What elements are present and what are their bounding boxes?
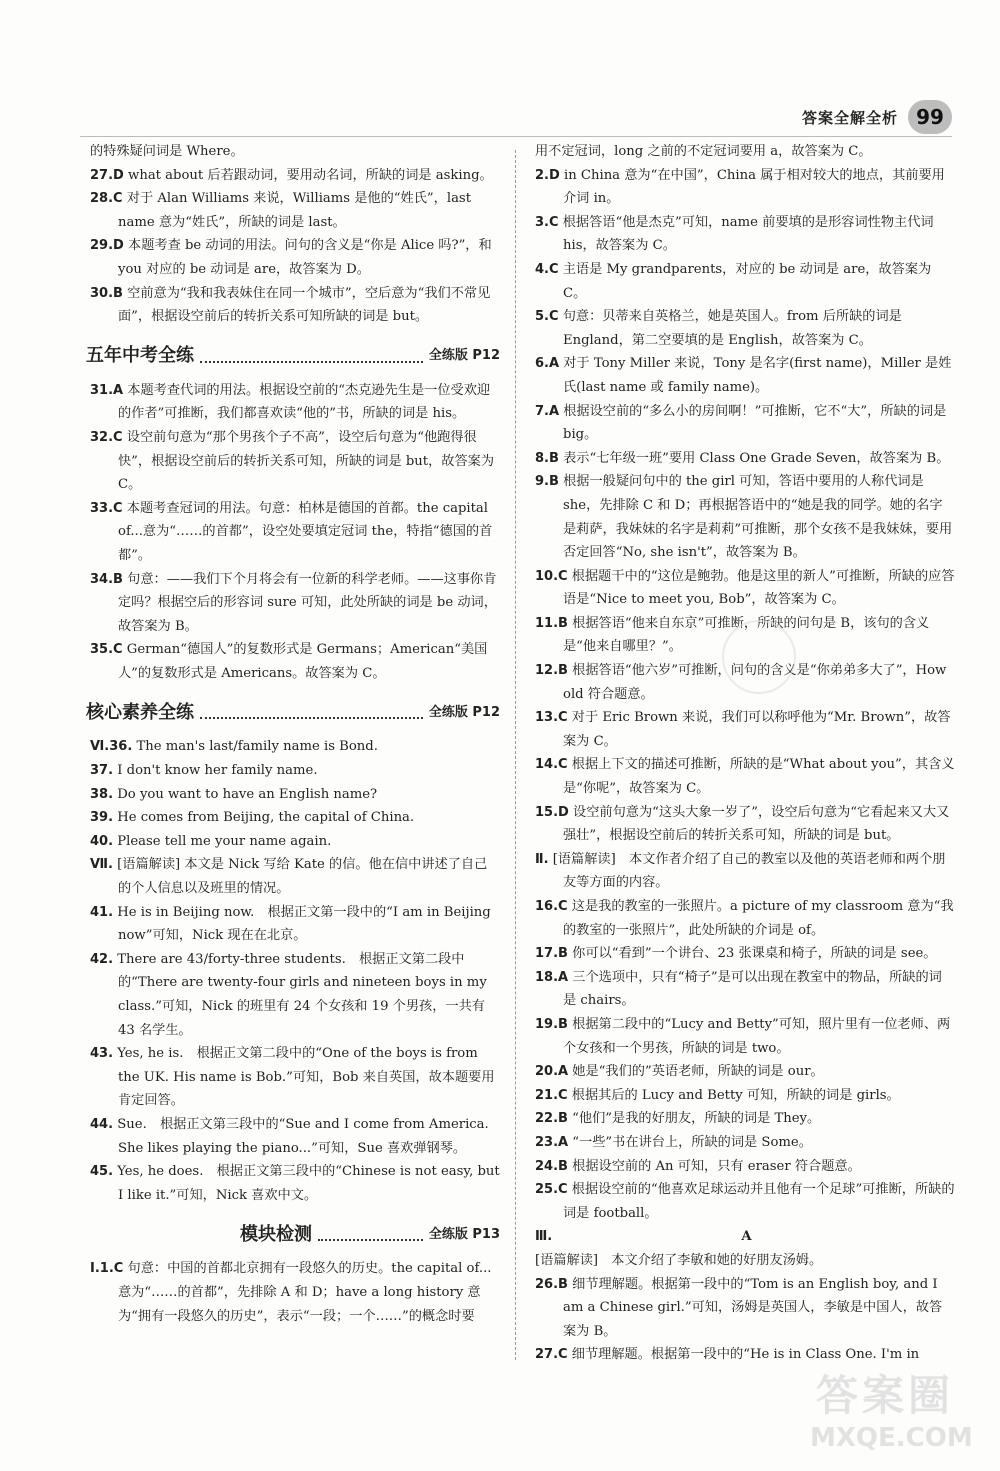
answer-item bbox=[535, 164, 955, 211]
answer-text: 你可以“看到”一个讲台、23 张课桌和椅子，所缺的词是 see。 bbox=[572, 946, 937, 962]
stamp-mark bbox=[722, 620, 796, 694]
section-ref: 全练版 P12 bbox=[428, 347, 500, 363]
answer-item bbox=[535, 211, 955, 258]
answer-item bbox=[535, 1107, 955, 1131]
section-ref: 全练版 P13 bbox=[428, 1226, 500, 1242]
answer-item bbox=[90, 379, 500, 426]
answer-number: 19.B bbox=[535, 1016, 568, 1032]
answer-text: 用不定冠词，long 之前的不定冠词要用 a，故答案为 C。 bbox=[535, 144, 872, 159]
page-number: 99 bbox=[908, 100, 952, 134]
answer-text: in China 意为“在中国”，China 属于相对较大的地点，其前要用介词 in。 bbox=[563, 167, 945, 207]
answer-item bbox=[535, 400, 955, 447]
right-column bbox=[535, 140, 955, 1367]
answer-item bbox=[535, 140, 955, 164]
answer-text: [语篇解读] 本文介绍了李敏和她的好朋友汤姆。 bbox=[535, 1252, 823, 1268]
answer-item bbox=[90, 426, 500, 497]
answer-text: “一些”书在讲台上，所缺的词是 Some。 bbox=[572, 1134, 812, 1150]
right-list-b bbox=[535, 1249, 955, 1367]
section-title: 核心素养全练 bbox=[86, 701, 194, 723]
answer-number: 38. bbox=[90, 786, 114, 802]
answer-item bbox=[535, 305, 955, 352]
answer-text: Sue. 根据正文第三段中的“Sue and I come from America. She likes playing the piano...”可知，Sue 喜欢弹钢琴。 bbox=[117, 1116, 489, 1156]
answer-number: 17.B bbox=[535, 946, 568, 962]
answer-item bbox=[535, 801, 955, 848]
answer-number: 4.C bbox=[535, 261, 559, 277]
answer-item bbox=[535, 565, 955, 612]
answer-item bbox=[90, 1042, 500, 1113]
answer-text: 根据答语“他是杰克”可知，name 前要填的是形容词性物主代词 his，故答案为 C。 bbox=[562, 214, 934, 254]
answer-item bbox=[535, 352, 955, 399]
answer-item bbox=[90, 806, 500, 830]
answer-item bbox=[535, 1155, 955, 1179]
section-title: 五年中考全练 bbox=[86, 344, 194, 366]
passage-letter: A bbox=[741, 1229, 752, 1245]
answer-text: 细节理解题。根据第一段中的“Tom is an English boy, and I am a Chinese girl.”可知，汤姆是英国人，李敏是中国人，故答案为 B。 bbox=[563, 1276, 943, 1339]
sec1-list bbox=[90, 379, 500, 686]
answer-text: He comes from Beijing, the capital of China. bbox=[117, 810, 415, 826]
answer-item bbox=[535, 470, 955, 564]
answer-item bbox=[90, 1160, 500, 1207]
answer-text: 的特殊疑问词是 Where。 bbox=[90, 144, 244, 159]
answer-text: Yes, he is. 根据正文第二段中的“One of the boys is from the UK. His name is Bob.”可知，Bob 来自英国，故本题要用肯定回答。 bbox=[117, 1046, 495, 1109]
answer-number: 26.B bbox=[535, 1276, 568, 1292]
answer-number: 37. bbox=[90, 763, 114, 779]
answer-text: 根据设空前的“他喜欢足球运动并且他有一个足球”可推断，所缺的词是 football。 bbox=[563, 1182, 955, 1221]
answer-text: 三个选项中，只有“椅子”是可以出现在教室中的物品，所缺的词是 chairs。 bbox=[563, 969, 942, 1009]
answer-text: Yes, he does. 根据正文第三段中的“Chinese is not easy, but I like it.”可知，Nick 喜欢中文。 bbox=[117, 1164, 500, 1203]
answer-text: [语篇解读] 本文作者介绍了自己的教室以及他的英语老师和两个朋友等方面的内容。 bbox=[552, 851, 946, 891]
answer-item bbox=[90, 497, 500, 568]
answer-item bbox=[90, 783, 500, 807]
intro-list bbox=[90, 140, 500, 329]
answer-text: 她是“我们的”英语老师，所缺的词是 our。 bbox=[572, 1064, 824, 1080]
answer-item bbox=[535, 1013, 955, 1060]
answer-number: Ⅵ.36. bbox=[90, 739, 133, 755]
answer-item bbox=[90, 187, 500, 234]
answer-number: 43. bbox=[90, 1046, 114, 1062]
answer-number: 32.C bbox=[90, 429, 123, 445]
answer-text: “他们”是我的好朋友，所缺的词是 They。 bbox=[572, 1111, 821, 1127]
watermark-logo-text: 答案圈 bbox=[815, 1371, 954, 1420]
answer-number: 40. bbox=[90, 833, 114, 849]
answer-number: 6.A bbox=[535, 356, 560, 372]
answer-number: 10.C bbox=[535, 568, 568, 584]
answer-text: 句意：——我们下个月将会有一位新的科学老师。——这事你肯定吗？根据空后的形容词 sure 可知，此处所缺的词是 be 动词，故答案为 B。 bbox=[118, 571, 497, 634]
answer-text: He is in Beijing now. 根据正文第一段中的“I am in Beijing now”可知，Nick 现在在北京。 bbox=[117, 904, 491, 944]
answer-text: 对于 Alan Williams 来说，Williams 是他的“姓氏”，last name 意为“姓氏”，所缺的词是 last。 bbox=[118, 191, 471, 230]
answer-number: 24.B bbox=[535, 1158, 568, 1174]
answer-item bbox=[90, 735, 500, 759]
answer-number: Ⅱ. bbox=[535, 851, 549, 867]
answer-number: 23.A bbox=[535, 1134, 569, 1150]
answer-text: 本题考查冠词的用法。句意：柏林是德国的首都。the capital of...意为“……的首都”，设空处要填定冠词 the，特指“德国的首都”。 bbox=[118, 500, 493, 563]
answer-number: 44. bbox=[90, 1116, 114, 1132]
answer-text: 表示“七年级一班”要用 Class One Grade Seven，故答案为 B。 bbox=[563, 450, 950, 466]
answer-item bbox=[535, 258, 955, 305]
answer-number: 7.A bbox=[535, 403, 560, 419]
answer-text: Please tell me your name again. bbox=[117, 833, 332, 849]
answer-item bbox=[535, 1131, 955, 1155]
answer-number: 8.B bbox=[535, 450, 559, 466]
left-column bbox=[86, 140, 500, 1328]
answer-item bbox=[90, 759, 500, 783]
answer-item bbox=[535, 895, 955, 942]
answer-number: 11.B bbox=[535, 615, 568, 631]
answer-text: 对于 Tony Miller 来说，Tony 是名字(first name)，Miller 是姓氏(last name 或 family name)。 bbox=[563, 356, 952, 395]
header-rule bbox=[80, 136, 952, 137]
site-watermark bbox=[810, 1363, 973, 1453]
answer-text: German“德国人”的复数形式是 Germans；American“美国人”的复数形式是 Americans。故答案为 C。 bbox=[118, 642, 488, 681]
answer-text: 根据设空前的 An 可知，只有 eraser 符合题意。 bbox=[572, 1158, 861, 1174]
answer-item bbox=[535, 753, 955, 800]
answer-item bbox=[90, 164, 500, 188]
page-header bbox=[802, 100, 952, 134]
answer-number: 20.A bbox=[535, 1064, 569, 1080]
answer-item bbox=[535, 942, 955, 966]
answer-item bbox=[535, 848, 955, 895]
answer-number: Ⅶ. bbox=[90, 857, 113, 873]
part-number: Ⅲ. bbox=[535, 1229, 553, 1245]
answer-text: There are 43/forty-three students. 根据正文第二段中的“There are twenty-four girls and nineteen boys in my class.”可知，Nick 的班里有 24 个女孩和 19 个男孩，一共有 43 名学生。 bbox=[117, 951, 487, 1038]
answer-item bbox=[90, 853, 500, 900]
answer-text: 空前意为“我和我表妹住在同一个城市”，空后意为“我们不常见面”，根据设空前后的转折关系可知所缺的词是 but。 bbox=[118, 285, 491, 325]
answer-number: 33.C bbox=[90, 500, 123, 516]
answer-number: 35.C bbox=[90, 642, 123, 658]
answer-number: 5.C bbox=[535, 309, 559, 325]
answer-text: 设空前句意为“那个男孩个子不高”，设空后句意为“他跑得很快”，根据设空前后的转折关系可知，所缺的词是 but，故答案为 C。 bbox=[118, 429, 495, 493]
answer-item bbox=[535, 1273, 955, 1344]
answer-item bbox=[535, 447, 955, 471]
answer-text: I don't know her family name. bbox=[117, 763, 318, 779]
answer-text: 主语是 My grandparents，对应的 be 动词是 are，故答案为 C。 bbox=[562, 261, 932, 301]
answer-number: 30.B bbox=[90, 285, 123, 301]
answer-number: 21.C bbox=[535, 1087, 568, 1103]
header-title: 答案全解全析 bbox=[801, 108, 898, 127]
answer-text: 根据设空前的“多么小的房间啊！”可推断，它不“大”，所缺的词是 big。 bbox=[563, 403, 947, 443]
dot-leader bbox=[200, 705, 423, 719]
section-title: 模块检测 bbox=[240, 1223, 312, 1245]
watermark-url: MXQE.COM bbox=[810, 1423, 973, 1453]
answer-item bbox=[90, 948, 500, 1042]
answer-number: 12.B bbox=[535, 663, 568, 679]
answer-number: 22.B bbox=[535, 1111, 568, 1127]
answer-text: 根据其后的 Lucy and Betty 可知，所缺的词是 girls。 bbox=[571, 1087, 900, 1103]
answer-text: what about 后若跟动词，要用动名词，所缺的词是 asking。 bbox=[128, 167, 493, 183]
answer-number: 15.D bbox=[535, 804, 569, 820]
sec2-list bbox=[90, 735, 500, 1207]
answer-number: 27.D bbox=[90, 167, 124, 183]
answer-number: 45. bbox=[90, 1164, 114, 1180]
dot-leader bbox=[318, 1227, 423, 1241]
answer-number: 3.C bbox=[535, 214, 559, 230]
section-heading-1 bbox=[86, 341, 500, 371]
sec3-list bbox=[90, 1257, 500, 1328]
answer-text: 设空前句意为“这头大象一岁了”，设空后句意为“它看起来又大又强壮”，根据设空前后的转折关系可知，所缺的词是 but。 bbox=[563, 804, 950, 844]
answer-item bbox=[90, 1257, 500, 1328]
answer-number: 34.B bbox=[90, 571, 123, 587]
section-heading-2 bbox=[86, 697, 500, 727]
answer-number: 14.C bbox=[535, 757, 568, 773]
section-ref: 全练版 P12 bbox=[428, 704, 500, 720]
answer-item bbox=[90, 234, 500, 281]
answer-number: 42. bbox=[90, 951, 114, 967]
answer-item bbox=[90, 1113, 500, 1160]
answer-number: Ⅰ.1.C bbox=[90, 1261, 124, 1277]
answer-item bbox=[90, 901, 500, 948]
answer-item bbox=[535, 966, 955, 1013]
section-heading-3 bbox=[240, 1219, 500, 1249]
answer-item bbox=[90, 830, 500, 854]
answer-text: 本题考查 be 动词的用法。问句的含义是“你是 Alice 吗?”，和 you 对应的 be 动词是 are，故答案为 D。 bbox=[118, 238, 492, 277]
answer-number: 27.C bbox=[535, 1347, 568, 1363]
answer-text: 细节理解题。根据第一段中的“He is in Class One. I'm in bbox=[571, 1347, 920, 1363]
answer-item bbox=[535, 1084, 955, 1108]
dot-leader bbox=[200, 349, 423, 363]
answer-text: Do you want to have an English name? bbox=[117, 786, 378, 802]
answer-item bbox=[535, 1249, 955, 1273]
answer-number: 31.A bbox=[90, 382, 124, 398]
answer-text: 这是我的教室的一张照片。a picture of my classroom 意为“我的教室的一张照片”，此处所缺的介词是 of。 bbox=[563, 899, 954, 938]
answer-item bbox=[90, 568, 500, 639]
answer-text: [语篇解读] 本文是 Nick 写给 Kate 的信。他在信中讲述了自己的个人信息以及班里的情况。 bbox=[117, 857, 488, 897]
column-divider bbox=[515, 150, 516, 1360]
answer-text: 根据第二段中的“Lucy and Betty”可知，照片里有一位老师、两个女孩和一个男孩，所缺的词是 two。 bbox=[563, 1016, 951, 1056]
answer-number: 25.C bbox=[535, 1182, 568, 1198]
part3-row bbox=[535, 1225, 955, 1249]
answer-item bbox=[535, 1178, 955, 1225]
answer-text: 根据上下文的描述可推断，所缺的是“What about you”，其含义是“你呢”，故答案为 C。 bbox=[563, 757, 955, 797]
answer-item bbox=[90, 638, 500, 685]
answer-text: 句意：贝蒂来自英格兰，她是英国人。from 后所缺的词是 England，第二空要填的是 English，故答案为 C。 bbox=[562, 309, 902, 348]
answer-text: 句意：中国的首都北京拥有一段悠久的历史。the capital of...意为“……的首都”，先排除 A 和 D；have a long history 意为“拥有一段悠久的历史”，表示“一段；一个……”的概念时要 bbox=[118, 1261, 492, 1324]
answer-text: 根据答语“他六岁”可推断，问句的含义是“你弟弟多大了”，How old 符合题意。 bbox=[563, 663, 947, 702]
answer-item bbox=[90, 282, 500, 329]
answer-number: 29.D bbox=[90, 238, 124, 254]
answer-item bbox=[535, 706, 955, 753]
answer-number: 9.B bbox=[535, 474, 559, 490]
answer-text: 根据答语“他来自东京”可推断，所缺的问句是 B，该句的含义是“他来自哪里？”。 bbox=[563, 615, 930, 655]
answer-item bbox=[90, 140, 500, 164]
answer-number: 2.D bbox=[535, 167, 560, 183]
answer-text: 对于 Eric Brown 来说，我们可以称呼他为“Mr. Brown”，故答案为 C。 bbox=[563, 710, 951, 749]
answer-number: 39. bbox=[90, 810, 114, 826]
answer-item bbox=[535, 1060, 955, 1084]
answer-text: 本题考查代词的用法。根据设空前的“杰克逊先生是一位受欢迎的作者”可推断，我们都喜欢读“他的”书，所缺的词是 his。 bbox=[118, 382, 491, 422]
answer-number: 18.A bbox=[535, 969, 569, 985]
answer-number: 16.C bbox=[535, 899, 568, 914]
answer-number: 41. bbox=[90, 904, 114, 920]
answer-text: The man's last/family name is Bond. bbox=[136, 739, 378, 755]
answer-number: 28.C bbox=[90, 191, 123, 207]
answer-number: 13.C bbox=[535, 710, 568, 726]
answer-text: 根据题干中的“这位是鲍勃。他是这里的新人”可推断，所缺的应答语是“Nice to meet you, Bob”，故答案为 C。 bbox=[563, 568, 955, 608]
answer-text: 根据一般疑问句中的 the girl 可知，答语中要用的人称代词是 she，先排除 C 和 D；再根据答语中的“她是我的同学。她的名字是莉萨，我妹妹的名字是莉莉”可推断，那个女孩不是我妹妹，要用否定回答“No, she isn't”，故答案为 B。 bbox=[563, 474, 953, 561]
